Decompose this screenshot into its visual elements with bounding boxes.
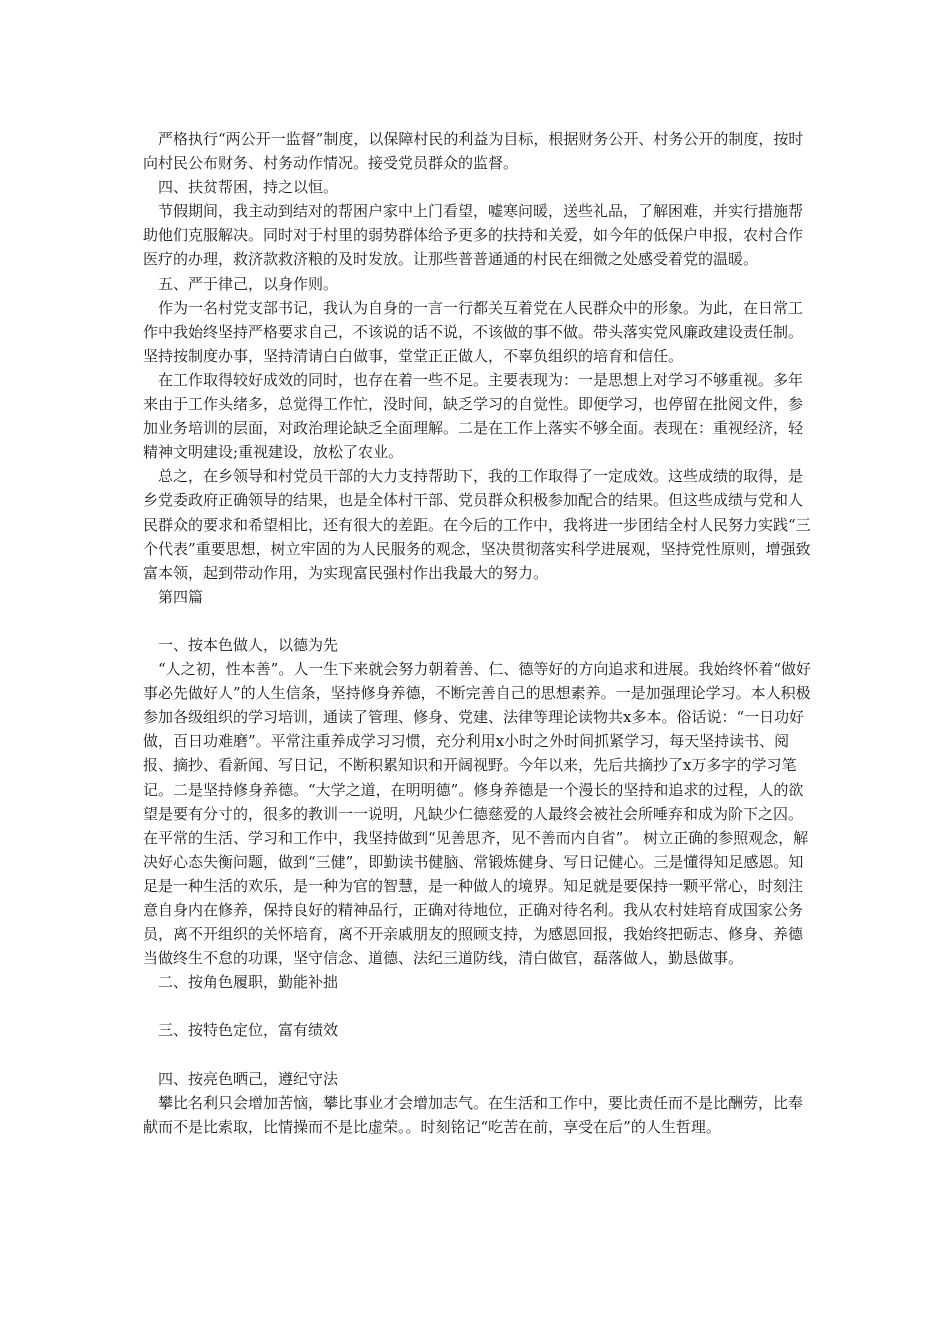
- blank-line: [143, 994, 813, 1018]
- blank-line: [143, 1043, 813, 1067]
- heading-self-discipline: 五、严于律己，以身作则。: [143, 274, 339, 293]
- heading-role-duty: 二、按角色履职，勤能补拙: [143, 973, 339, 992]
- document-page: [143, 127, 813, 1139]
- heading-virtue-first: 一、按本色做人，以德为先: [143, 635, 339, 654]
- paragraph-shortcomings: 在工作取得较好成效的同时，也存在着一些不足。主要表现为：一是思想上对学习不够重视。多年来由于工作头绪多，总觉得工作忙，没时间，缺乏学习的自觉性。即便学习，也停留在批阅文件，参加业务培训的层面，对政治理论缺乏全面理解。二是在工作上落实不够全面。表现在：重视经济，轻精神文明建设;重视建设，放松了农业。: [143, 370, 804, 462]
- paragraph-conclusion: 总之，在乡领导和村党员干部的大力支持帮助下，我的工作取得了一定成效。这些成绩的取得，是乡党委政府正确领导的结果，也是全体村干部、党员群众积极参加配合的结果。但这些成绩与党和人民群众的要求和希望相比，还有很大的差距。在今后的工作中，我将进一步团结全村人民努力实践“三个代表”重要思想，树立牢固的为人民服务的观念，坚决贯彻落实科学进展观，坚持党性原则，增强致富本领，起到带动作用，为实现富民强村作出我最大的努力。: [143, 467, 811, 582]
- heading-law-abiding: 四、按亮色晒己，遵纪守法: [143, 1069, 339, 1088]
- blank-line: [143, 609, 813, 633]
- paragraph-two-publics-supervision: 严格执行“两公开一监督”制度，以保障村民的利益为目标，根据财务公开、村务公开的制度，按时向村民公布财务、村务动作情况。接受党员群众的监督。: [143, 130, 804, 173]
- heading-poverty-relief: 四、扶贫帮困，持之以恒。: [143, 178, 339, 197]
- paragraph-poverty-relief: 节假期间，我主动到结对的帮困户家中上门看望，嘘寒问暖，送些礼品，了解困难，并实行措施帮助他们克服解决。同时对于村里的弱势群体给予更多的扶持和关爱，如今年的低保户申报，农村合作医疗的办理，救济款救济粮的及时发放。让那些普普通通的村民在细微之处感受着党的温暖。: [143, 202, 804, 269]
- paragraph-law-abiding: 攀比名利只会增加苦恼，攀比事业才会增加志气。在生活和工作中，要比责任而不是比酬劳，比奉献而不是比索取，比情操而不是比虚荣。。时刻铭记“吃苦在前，享受在后”的人生哲理。: [143, 1093, 804, 1136]
- paragraph-self-discipline: 作为一名村党支部书记，我认为自身的一言一行都关互着党在人民群众中的形象。为此，在日常工作中我始终坚持严格要求自己，不该说的话不说，不该做的事不做。带头落实党风廉政建设责任制。坚持按制度办事，坚持清请白白做事，堂堂正正做人，不辜负组织的培育和信任。: [143, 298, 804, 365]
- heading-feature-position: 三、按特色定位，富有绩效: [143, 1021, 339, 1040]
- section-title-fourth: 第四篇: [143, 587, 204, 606]
- paragraph-virtue-first: “人之初，性本善”。人一生下来就会努力朝着善、仁、德等好的方向追求和进展。我始终怀着“做好事必先做好人”的人生信条，坚持修身养德，不断完善自己的思想素养。一是加强理论学习。本人积极参加各级组织的学习培训，通读了管理、修身、党建、法律等理论读物共x多本。俗话说：“一日功好做，百日功难磨”。平常注重养成学习习惯，充分利用x小时之外时间抓紧学习，每天坚持读书、阅报、摘抄、看新闻、写日记，不断积累知识和开阔视野。今年以来，先后共摘抄了x万多字的学习笔记。二是坚持修身养德。“大学之道，在明明德”。修身养德是一个漫长的坚持和追求的过程，人的欲望是要有分寸的，很多的教训一一说明，凡缺少仁德慈爱的人最终会被社会所唾弃和成为阶下之囚。在平常的生活、学习和工作中，我坚持做到“见善思齐，见不善而内自省”。 树立正确的参照观念，解决好心态失衡问题，做到“三健”，即勤读书健脑、常锻炼健身、写日记健心。三是懂得知足感恩。知足是一种生活的欢乐，是一种为官的智慧，是一种做人的境界。知足就是要保持一颗平常心，时刻注意自身内在修养，保持良好的精神品行，正确对待地位，正确对待名利。我从农村娃培育成国家公务员，离不开组织的关怀培育，离不开亲戚朋友的照顾支持，为感恩回报，我始终把砺志、修身、养德当做终生不怠的功课，坚守信念、道德、法纪三道防线，清白做官，磊落做人，勤恳做事。: [143, 660, 812, 968]
